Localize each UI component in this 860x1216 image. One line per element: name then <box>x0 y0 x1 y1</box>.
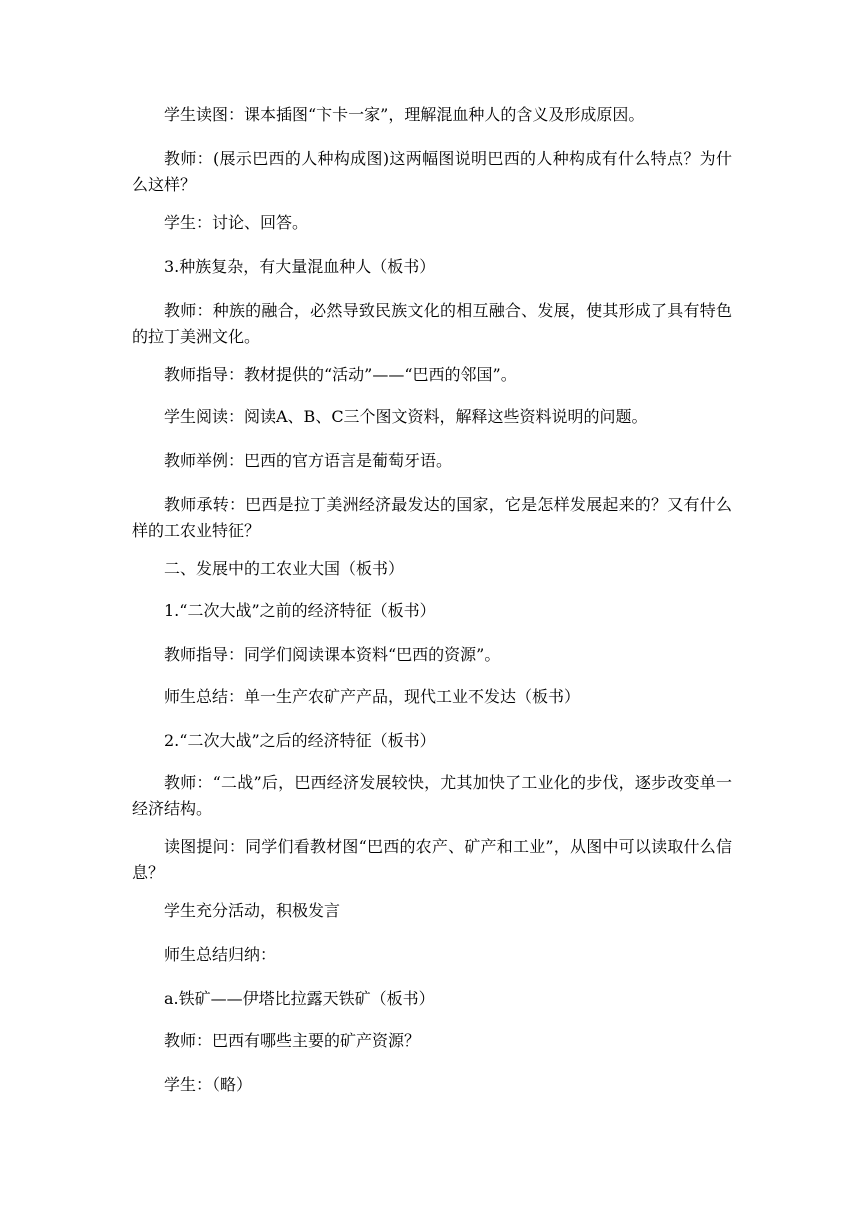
paragraph-5: 教师：种族的融合，必然导致民族文化的相互融合、发展，使其形成了具有特色的拉丁美洲文化。 <box>132 301 732 346</box>
paragraph-15: 教师：“二战”后，巴西经济发展较快，尤其加快了工业化的步伐，逐步改变单一经济结构。 <box>132 773 732 818</box>
paragraph-3: 学生：讨论、回答。 <box>164 213 309 232</box>
paragraph-20: 教师：巴西有哪些主要的矿产资源？ <box>164 1031 421 1050</box>
paragraph-6: 教师指导：教材提供的“活动”——“巴西的邻国”。 <box>164 365 517 384</box>
paragraph-7: 学生阅读：阅读A、B、C三个图文资料，解释这些资料说明的问题。 <box>164 407 648 426</box>
paragraph-17: 学生充分活动，积极发言 <box>164 901 341 920</box>
paragraph-16: 读图提问：同学们看教材图“巴西的农产、矿产和工业”，从图中可以读取什么信息？ <box>132 837 732 882</box>
paragraph-4: 3.种族复杂，有大量混血种人（板书） <box>164 257 436 276</box>
paragraph-12: 教师指导：同学们阅读课本资料“巴西的资源”。 <box>164 645 501 664</box>
paragraph-18: 师生总结归纳： <box>164 945 277 964</box>
paragraph-19: a.铁矿——伊塔比拉露天铁矿（板书） <box>164 989 435 1008</box>
paragraph-1: 学生读图：课本插图“卞卡一家”，理解混血种人的含义及形成原因。 <box>164 105 645 124</box>
paragraph-2: 教师：(展示巴西的人种构成图)这两幅图说明巴西的人种构成有什么特点？为什么这样？ <box>132 149 732 194</box>
paragraph-13: 师生总结：单一生产农矿产产品，现代工业不发达（板书） <box>164 687 581 706</box>
paragraph-8: 教师举例：巴西的官方语言是葡萄牙语。 <box>164 451 453 470</box>
paragraph-10: 二、发展中的工农业大国（板书） <box>164 559 405 578</box>
paragraph-9: 教师承转：巴西是拉丁美洲经济最发达的国家，它是怎样发展起来的？又有什么样的工农业特征？ <box>132 495 732 540</box>
paragraph-14: 2.“二次大战”之后的经济特征（板书） <box>164 731 436 750</box>
paragraph-21: 学生：（略） <box>164 1075 253 1094</box>
paragraph-11: 1.“二次大战”之前的经济特征（板书） <box>164 601 436 620</box>
